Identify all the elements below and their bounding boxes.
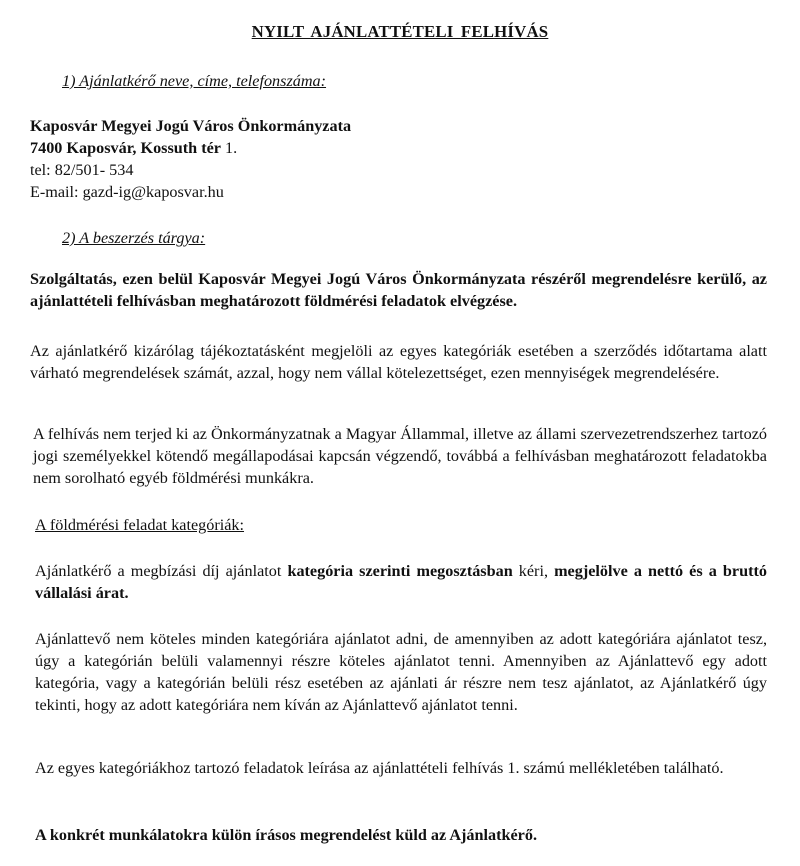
categories-paragraph-2: Ajánlattevő nem köteles minden kategóriára ajánlatot adni, de amennyiben az adott kategóriára ajánlatot tesz, úgy a kategórián belüli valamennyi részre köteles ajánlatot tenni. Amennyiben az Ajánlattevő egy adott kategória, vagy a kategórián belüli rész esetében az ajánlati ár részre nem tesz ajánlatot, az Ajánlatkérő úgy tekinti, hogy az adott kategóriára nem kíván az Ajánlattevő ajánlatot tenni. [35,630,767,714]
address-street: 7400 Kaposvár, Kossuth tér [30,139,221,157]
p1-text-d: megjelölve a nettó és a bruttó vállalási árat. [35,562,767,602]
subject-note: Az ajánlatkérő kizárólag tájékoztatásként megjelöli az egyes kategóriák esetében a szerződés időtartama alatt várható megrendelések számát, azzal, hogy nem vállal kötelezettséget, ezen mennyiségek megrendelésére. [30,342,767,382]
document-title: NYILT AJÁNLATTÉTELI FELHÍVÁS [251,22,549,41]
address-number: 1. [220,139,238,157]
p1-text-a: Ajánlatkérő a megbízási díj ajánlatot [35,562,288,580]
categories-paragraph-1 [35,560,767,604]
categories-heading: A földmérési feladat kategóriák: [35,516,245,534]
p1-text-b: kategória szerinti megosztásban [287,562,513,580]
org-phone: tel: 82/501- 534 [30,161,134,179]
categories-paragraph-4: A konkrét munkálatokra külön írásos megrendelést küld az Ajánlatkérő. [35,826,538,844]
procurement-subject: Szolgáltatás, ezen belül Kaposvár Megyei Jogú Város Önkormányzata részéről megrendelésre kerülő, az ajánlattételi felhívásban meghatározott földmérési feladatok elvégzése. [30,270,767,310]
exclusion-paragraph: A felhívás nem terjed ki az Önkormányzatnak a Magyar Állammal, illetve az állami szervezetrendszerhez tartozó jogi személyekkel kötendő megállapodásai kapcsán végzendő, továbbá a felhívásban meghatározott feladatokba nem sorolható egyéb földmérési munkákra. [33,425,767,487]
org-address [30,137,237,159]
org-name: Kaposvár Megyei Jogú Város Önkormányzata [30,117,352,135]
org-email: E-mail: gazd-ig@kaposvar.hu [30,183,224,201]
section-1-heading: 1) Ajánlatkérő neve, címe, telefonszáma: [62,72,327,90]
section-2-heading: 2) A beszerzés tárgya: [62,229,206,247]
categories-paragraph-3: Az egyes kategóriákhoz tartozó feladatok leírása az ajánlattételi felhívás 1. számú mellékletében található. [35,759,724,777]
p1-text-c: kéri, [512,562,555,580]
